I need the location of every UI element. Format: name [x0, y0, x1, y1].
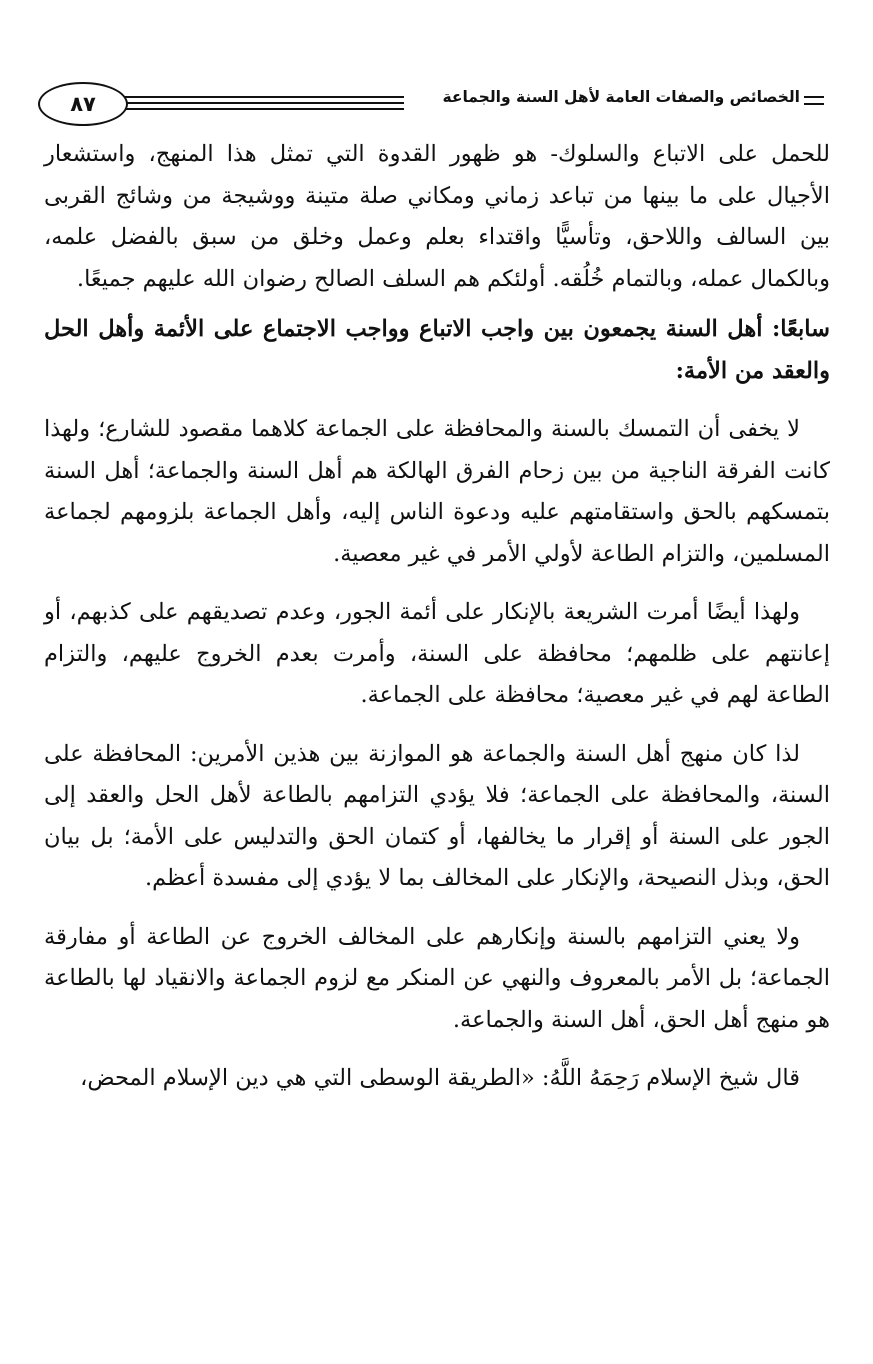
paragraph-continuation: للحمل على الاتباع والسلوك- هو ظهور القدوة التي تمثل هذا المنهج، واستشعار الأجيال على ما بينها من تباعد زماني ومكاني صلة متينة ووشيجة من وشائج القربى بين السالف واللاحق، وتأسيًّا واقتداء بعلم وعمل وخلق من سبق بالفضل علمه، وبالكمال عمله، وبالتمام خُلُقه. أولئكم هم السلف الصالح رضوان الله عليهم جميعًا. — [44, 141, 830, 292]
running-title: الخصائص والصفات العامة لأهل السنة والجماعة — [442, 88, 800, 106]
header-dash — [804, 96, 824, 98]
section-heading: سابعًا: أهل السنة يجمعون بين واجب الاتباع وواجب الاجتماع على الأئمة وأهل الحل والعقد من الأمة: — [44, 316, 830, 384]
paragraph: ولا يعني التزامهم بالسنة وإنكارهم على المخالف الخروج عن الطاعة أو مفارقة الجماعة؛ بل الأمر بالمعروف والنهي عن المنكر مع لزوم الجماعة والانقياد لها بالطاعة هو منهج أهل الحق، أهل السنة والجماعة. — [44, 923, 830, 1033]
header-rule-line — [98, 96, 404, 98]
header-dash — [804, 103, 824, 105]
running-header — [38, 78, 824, 128]
paragraph: لذا كان منهج أهل السنة والجماعة هو الموازنة بين هذين الأمرين: المحافظة على السنة، والمحافظة على الجماعة؛ فلا يؤدي التزامهم بالطاعة لأهل الحل والعقد إلى الجور على السنة أو إقرار ما يخالفها، أو كتمان الحق والتدليس على الأمة؛ بل بيان الحق، وبذل النصيحة، والإنكار على المخالف بما لا يؤدي إلى مفسدة أعظم. — [44, 740, 830, 891]
header-rule-line — [98, 102, 404, 104]
page-body — [44, 134, 830, 1117]
header-rule-line — [98, 108, 404, 110]
page-number: ٨٧ — [38, 82, 128, 126]
paragraph-quote-start: قال شيخ الإسلام رَحِمَهُ اللَّهُ: «الطريقة الوسطى التي هي دين الإسلام المحض، — [80, 1065, 800, 1091]
paragraph: ولهذا أيضًا أمرت الشريعة بالإنكار على أئمة الجور، وعدم تصديقهم على كذبهم، أو إعانتهم على ظلمهم؛ محافظة على السنة، وأمرت بعدم الخروج عليهم، والتزام الطاعة لهم في غير معصية؛ محافظة على الجماعة. — [44, 599, 830, 708]
paragraph: لا يخفى أن التمسك بالسنة والمحافظة على الجماعة كلاهما مقصود للشارع؛ ولهذا كانت الفرقة الناجية من بين زحام الفرق الهالكة هم أهل السنة والجماعة؛ أهل السنة بتمسكهم بالحق واستقامتهم عليه ودعوة الناس إليه، وأهل الجماعة بلزومهم لجماعة المسلمين، والتزام الطاعة لأولي الأمر في غير معصية. — [44, 416, 830, 567]
